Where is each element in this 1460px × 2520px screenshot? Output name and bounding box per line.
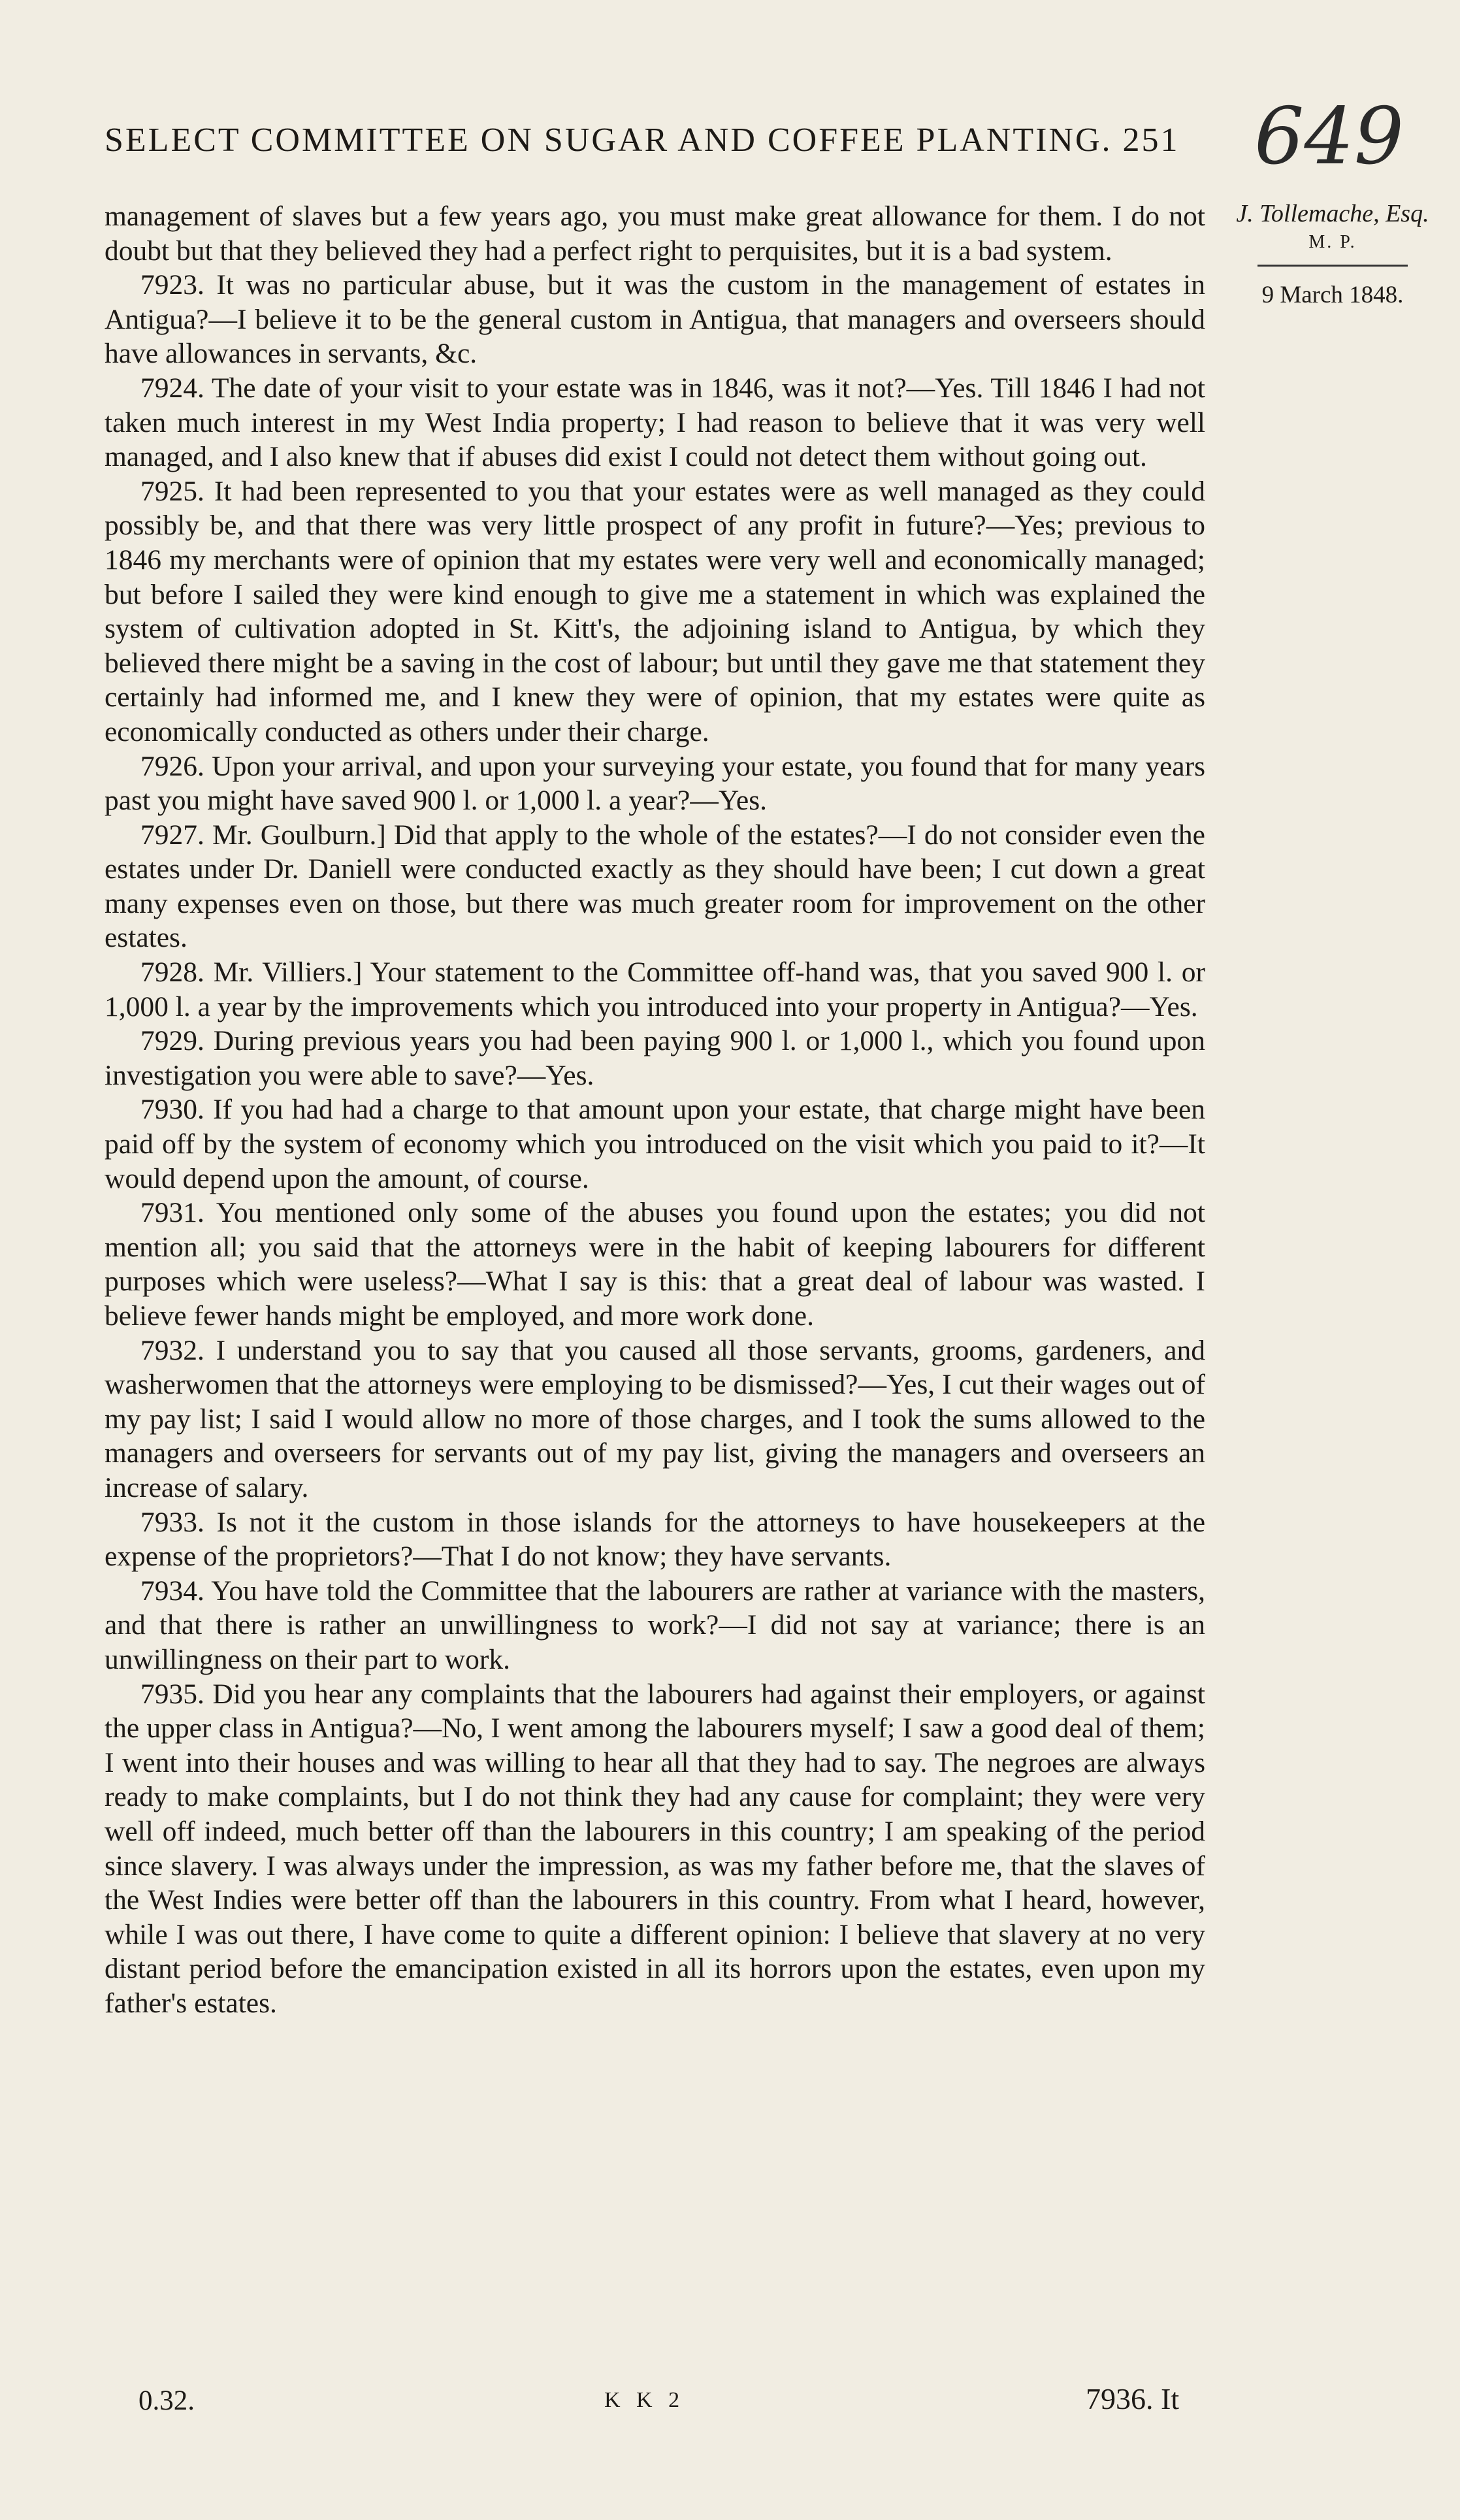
margin-note xyxy=(1215,199,1450,309)
footer-paper-number: 0.32. xyxy=(138,2385,195,2416)
paragraph: 7926. Upon your arrival, and upon your surveying your estate, you found that for many years past you might have saved 900 l. or 1,000 l. a year?—Yes. xyxy=(105,750,1205,817)
testimony-date: 9 March 1848. xyxy=(1261,282,1404,308)
paragraph: 7928. Mr. Villiers.] Your statement to the Committee off-hand was, that you saved 900 l. or 1,000 l. a year by the improvements which you introduced into your property in Antigua?—Yes. xyxy=(105,957,1205,1023)
header-title: SELECT COMMITTEE ON SUGAR AND COFFEE PLANTING. xyxy=(105,122,1112,159)
paragraph: 7930. If you had had a charge to that amount upon your estate, that charge might have been paid off by the system of economy which you introduced on the visit which you paid to it?—It would depend upon the amount, of course. xyxy=(105,1094,1205,1194)
witness-title: M. P. xyxy=(1308,232,1357,252)
paragraph: management of slaves but a few years ago, you must make great allowance for them. I do not doubt but that they believed they had a perfect right to perquisites, but it is a bad system. xyxy=(105,201,1205,267)
paragraph: 7929. During previous years you had been paying 900 l. or 1,000 l., which you found upon investigation you were able to save?—Yes. xyxy=(105,1025,1205,1091)
page-number: 251 xyxy=(1122,122,1180,159)
paragraph: 7932. I understand you to say that you caused all those servants, grooms, gardeners, and washerwomen that the attorneys were employing to be dismissed?—Yes, I cut their wages out of my pay list; I said I would allow no more of those charges, and I took the sums allowed to the managers and overseers for servants out of my pay list, giving the managers and overseers an increase of salary. xyxy=(105,1334,1205,1503)
paragraph: 7923. It was no particular abuse, but it was the custom in the management of estates in Antigua?—I believe it to be the general custom in Antigua, that managers and overseers should have allowances in servants, &c. xyxy=(105,269,1205,370)
paragraph: 7935. Did you hear any complaints that the labourers had against their employers, or against the upper class in Antigua?—No, I went among the labourers myself; I saw a good deal of them; I went into their houses and was willing to hear all that they had to say. The negroes are always ready to make complaints, but I do not think they had any cause for complaint; they were very well off indeed, much better off than the labourers in this country; I am speaking of the period since slavery. I was always under the impression, as was my father before me, that the slaves of the West Indies were better off than the labourers in this country. From what I heard, however, while I was out there, I have come to quite a different opinion: I believe that slavery at no very distant period before the emancipation existed in all its horrors upon the estates, even upon my father's estates. xyxy=(105,1678,1205,2019)
running-header xyxy=(105,121,1215,159)
witness-name: J. Tollemache, Esq. xyxy=(1236,200,1429,227)
footer-signature-mark: K K 2 xyxy=(604,2388,685,2412)
footer-catchword: 7936. It xyxy=(1086,2382,1180,2415)
margin-divider xyxy=(1257,265,1408,267)
handwritten-folio-number: 649 xyxy=(1254,91,1404,182)
paragraph: 7931. You mentioned only some of the abuses you found upon the estates; you did not mention all; you said that the attorneys were in the habit of keeping labourers for different purposes which were useless?—What I say is this: that a great deal of labour was wasted. I believe fewer hands might be employed, and more work done. xyxy=(105,1197,1205,1332)
testimony-body xyxy=(105,199,1205,2020)
paragraph: 7934. You have told the Committee that the labourers are rather at variance with the masters, and that there is rather an unwillingness to work?—I did not say at variance; there is an unwillingness on their part to work. xyxy=(105,1575,1205,1675)
paragraph: 7933. Is not it the custom in those islands for the attorneys to have housekeepers at the expense of the proprietors?—That I do not know; they have servants. xyxy=(105,1506,1205,1573)
paragraph: 7924. The date of your visit to your estate was in 1846, was it not?—Yes. Till 1846 I had not taken much interest in my West India property; I had reason to believe that it was very well managed, and I also knew that if abuses did exist I could not detect them without going out. xyxy=(105,372,1205,473)
paragraph: 7927. Mr. Goulburn.] Did that apply to the whole of the estates?—I do not consider even the estates under Dr. Daniell were conducted exactly as they should have been; I cut down a great many expenses even on those, but there was much greater room for improvement on the other estates. xyxy=(105,819,1205,954)
paragraph: 7925. It had been represented to you that your estates were as well managed as they could possibly be, and that there was very little prospect of any profit in future?—Yes; previous to 1846 my merchants were of opinion that my estates were very well and economically managed; but before I sailed they were kind enough to give me a statement in which was explained the system of cultivation adopted in St. Kitt's, the adjoining island to Antigua, by which they believed there might be a saving in the cost of labour; but until they gave me that statement they certainly had informed me, and I knew they were of opinion, that my estates were quite as economically conducted as others under their charge. xyxy=(105,475,1205,747)
